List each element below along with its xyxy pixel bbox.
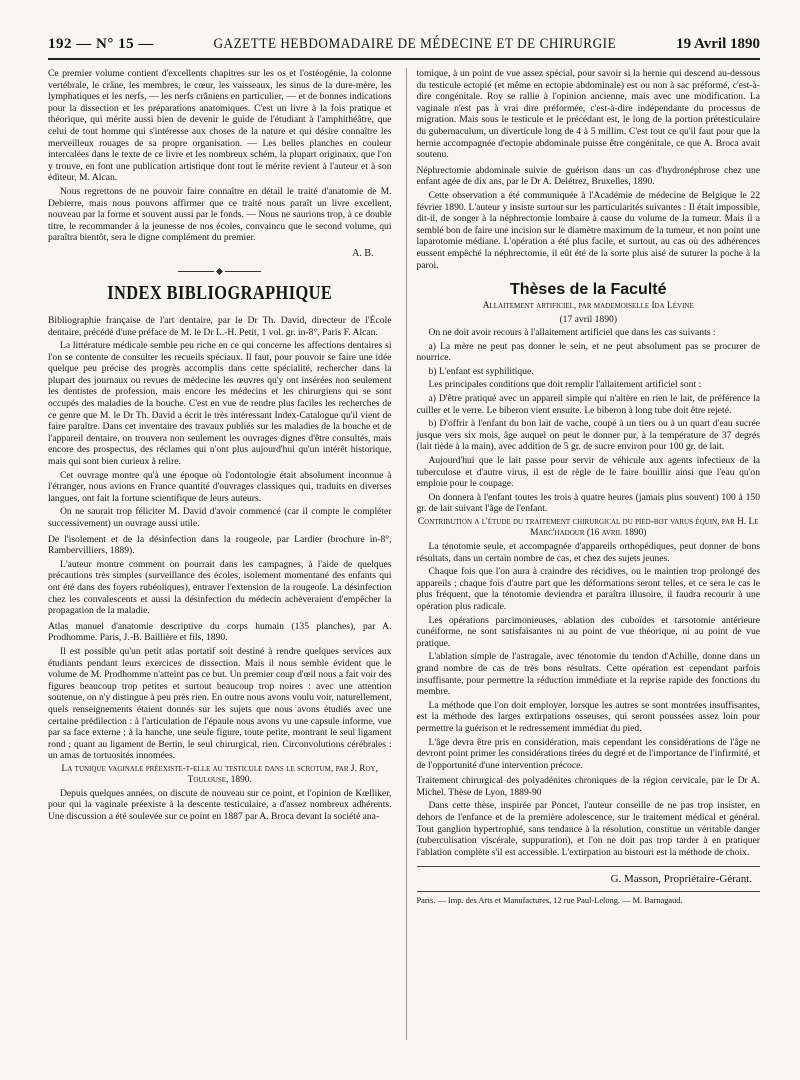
entry-heading: Atlas manuel d'anatomie descriptive du corps humain (135 planches), par A. Prodhomme. Paris, J.-B. Baillière et fils, 1890.: [48, 620, 392, 644]
these-paragraph: On donnera à l'enfant toutes les trois à quatre heures (jamais plus souvent) 100 à 150 gr. de lait suivant l'âge de l'enfant.: [416, 491, 760, 515]
ornament-divider: [48, 269, 392, 274]
imprint-line: Paris. — Imp. des Arts et Manufactures, 12 rue Paul-Lelong. — M. Barnagaud.: [417, 891, 761, 906]
entry-paragraph: Depuis quelques années, on discute de nouveau sur ce point, et l'opinion de Kœlliker, pour qui la vaginale préexiste à la descente testiculaire, a d'assez nombreux adhérents. Une discussion a été soulevée sur ce point en 1887 par A. Broca devant la société ana-: [48, 787, 392, 823]
these-paragraph: Dans cette thèse, inspirée par Poncet, l'auteur conseille de ne pas trop insister, en dehors de l'enfance et de la première adolescence, sur le traitement médical et général. Tout ganglion hypertrophié, sans tendance à la résolution, constitue un véritable danger (tuberculisation viscérale, suppuration), et l'on ne doit pas trop tarder à en pratiquer l'ablation complète s'il est accessible. L'extirpation au bistouri est la méthode de choix.: [416, 800, 760, 858]
these-paragraph: Les principales conditions que doit remplir l'allaitement artificiel sont :: [428, 379, 702, 391]
footer-rule: [417, 866, 761, 867]
these-paragraph: Aujourd'hui que le lait passe pour servir de véhicule aux agents infectieux de la tuberculose et d'autre virus, il est de règle de le faire bouillir ainsi que l'eau qu'on emploie pour le coupage.: [416, 455, 760, 490]
these-title: Contribution a l'étude du traitement chirurgical du pied-bot varus équin, par H. Le Marc'hadour (16 avril 1890): [417, 517, 759, 538]
page-header: [48, 30, 760, 60]
these-paragraph: Chaque fois que l'on aura à craindre des récidives, ou le maintien trop prolongé des appareils ; chaque fois d'autre part que les déformations seront telles, et ce sera le cas le plus fréquent, que la ténotomie deviendra et paraîtra illusoire, il faudra recourir à une opération plus radicale.: [416, 566, 760, 612]
entry-heading: Traitement chirurgical des polyadénites chroniques de la région cervicale, par le Dr A. Michel. Thèse de Lyon, 1889-90: [416, 775, 760, 798]
index-title: INDEX BIBLIOGRAPHIQUE: [107, 281, 333, 304]
entry-paragraph: Cette observation a été communiquée à l'Académie de médecine de Belgique le 22 février 1890. L'auteur y insiste surtout sur les particularités suivantes : Il était impossible, dit-il, de songer à la néphrectomie lombaire à cause du volume de la tumeur. Mais il a semblé bon de faire une incision sur le diamètre maximum de la tumeur, et non point une laparotomie médiane. L'opération a été plus facile, et surtout, au cas où des adhérences eussent empêché la néphrectomie, il eût été de la sorte plus aisé de suturer la poche à la paroi.: [416, 189, 760, 271]
text-columns: [48, 68, 760, 1040]
page-number: 192 — N° 15 —: [48, 35, 154, 52]
entry-paragraph: Cet ouvrage montre qu'à une époque où l'odontologie était absolument inconnue à l'étranger, nous avions en France quantité d'ouvrages classiques qui, traduits en diverses langues, ont fait la fortune scientifique de leurs auteurs.: [48, 469, 392, 504]
right-column: [406, 68, 761, 1040]
intro-paragraph: Ce premier volume contient d'excellents chapitres sur les os et l'ostéogénie, la colonne vertébrale, le crâne, les membres, le cœur, les vaisseaux, les sinus de la dure-mère, les lymphatiques et les nerfs, — les nerfs crâniens en particulier, — et de bonnes indications pour la dissection et les préparations anatomiques. C'est un livre à la fois pratique et théorique, qui mérite aussi bien de devenir le guide de l'étudiant à l'amphithéâtre, que celui de tout homme qui s'intéresse aux choses de la nature et qui désire connaître les merveilleux rouages de sa propre organisation. — Les belles planches en couleur intercalées dans le texte de ce livre et les nombreux schém, la plupart originaux, que l'on y trouve, en font une publication artistique dont tout le mérite revient à l'auteur et à son éditeur, M. Alcan.: [48, 68, 392, 184]
continuation-paragraph: tomique, à un point de vue assez spécial, pour savoir si la hernie qui descend au-dessous du testicule ectopié (et même en ectopie abdominale) est ou non à sac préformé, c'est-à-dire congénitale. Roy se rallie à l'opinion ancienne, mais avec une modification. La vaginale n'est pas à vrai dire préformée, c'est-à-dire indépendante du processus de migration. Mais sous le testicule et le précédant est, le long de la portion prétesticulaire du gubernaculum, un diverticule long de 4 à 5 millim. C'est tout ce qu'il faut pour que la hernie accompagnée d'ectopie abdominale puisse être congénitale, ce que A. Broca avait soutenu.: [416, 68, 760, 161]
entry-heading: Bibliographie française de l'art dentaire, par le Dr Th. David, directeur de l'École dentaire, précédé d'une préface de M. le Dr L.-H. Petit, 1 vol. gr. in-8°, Paris F. Alcan.: [48, 314, 392, 338]
journal-title: GAZETTE HEBDOMADAIRE DE MÉDECINE ET DE CHIRURGIE: [213, 35, 617, 52]
these-paragraph: a) D'être pratiqué avec un appareil simple qui n'altère en rien le lait, de préférence la cuiller et le verre. Le biberon vient ensuite. Le biberon à long tube doit être rejeté.: [416, 393, 760, 416]
entry-heading: La tunique vaginale préexiste-t-elle au testicule dans le scrotum, par J. Roy, Toulouse, 1890.: [61, 763, 378, 785]
entry-paragraph: On ne saurait trop féliciter M. David d'avoir commencé (car il compte le compléter successivement) un ouvrage aussi utile.: [48, 506, 392, 529]
entry-paragraph: L'auteur montre comment on pourrait dans les campagnes, à l'aide de quelques précautions très simples (surveillance des écoles, isolement momentané des enfants qui ont été dans des foyers rubéoliques), entraver l'extension de la rougeole. La désinfection chez les convalescents et aussi la désinfection du médecin achèveraient d'empêcher la propagation de la maladie.: [48, 558, 392, 617]
issue-date: 19 Avril 1890: [676, 35, 760, 52]
publisher-line: G. Masson, Propriétaire-Gérant.: [610, 873, 752, 886]
these-paragraph: L'ablation simple de l'astragale, avec ténotomie du tendon d'Achille, donne dans un grand nombre de cas de très bons résultats. Cette opération est cependant parfois insuffisante, pour permettre la réduction immédiate et la reprise rapide des fonctions du membre.: [416, 651, 760, 698]
these-title: Allaitement artificiel, par mademoiselle Ida Lévine: [482, 301, 694, 312]
these-paragraph: La ténotomie seule, et accompagnée d'appareils orthopédiques, peut donner de bons résultats, dans un certain nombre de cas, et chez des sujets jeunes.: [416, 541, 760, 564]
these-paragraph: L'âge devra être pris en considération, mais cependant les considérations de l'âge ne devront point primer les considérations tirées du degré et de l'importance de l'infirmité, et de l'opportunité d'une intervention précoce.: [416, 736, 760, 771]
these-paragraph: La méthode que l'on doit employer, lorsque les autres se sont montrées insuffisantes, est la méthode des larges extirpations osseuses, qui seront poussées assez loin pour permettre la guérison et le redressement immédiat du pied.: [416, 699, 760, 734]
these-paragraph: On ne doit avoir recours à l'allaitement artificiel que dans les cas suivants :: [428, 327, 716, 339]
intro-signature: A. B.: [352, 247, 374, 259]
these-paragraph: b) L'enfant est syphilitique.: [428, 365, 534, 377]
entry-paragraph: Il est possible qu'un petit atlas portatif soit destiné à rendre quelques services aux étudiants pendant leurs exercices de dissection. Mais il nous semble évident que le volume de M. Prodhomme n'atteint pas ce but. Un premier coup d'œil nous a fait voir des figures beaucoup trop petites et surtout beaucoup trop noires : avec une attention soutenue, on n'y distingue à peu près rien. En outre nous avons voulu voir, naturellement, quels renseignements étaient donnés sur les sujets que nous avons étudiés avec une certaine prédilection : à l'articulation de l'épaule nous avons vu une capsule informe, vue par sa face externe ; à la hanche, une seule figure, toute petite, montrant le seul ligament rond ; quant au ligament de Bertin, le seul chirurgical, rien. Circonvolutions cérébrales : un amas de tortuosités innomées.: [48, 645, 392, 762]
these-paragraph: Les opérations parcimonieuses, ablation des cuboïdes et tarsotomie antérieure cunéiforme, ne sont satisfaisantes ni au point de vue théorique, ni au point de vue pratique.: [416, 614, 760, 649]
entry-paragraph: La littérature médicale semble peu riche en ce qui concerne les affections dentaires si l'on se contente de consulter les recueils spéciaux. Il faut, pour pouvoir se faire une idée quelque peu précise des progrès accomplis dans cette spécialité, rechercher dans la plupart des journaux ou revues de médecine les œuvres qu'y ont insérées non seulement les dentistes de profession, mais encore les médecins et les chirurgiens qui se sont occupés des maladies de la bouche. C'est en vue de rendre plus faciles les recherches de ce genre que M. le Dr Th. David a écrit le très intéressant Index-Catalogue qu'il vient de faire paraître. Dans cet inventaire des travaux publiés sur les maladies de la bouche et de l'appareil dentaire, on trouvera non seulement les ouvrages dignes d'être consultés, mais encore des prospectus, des réclames qui n'ont plus aujourd'hui qu'un intérêt historique, mais qui sont bien curieux à relire.: [48, 340, 392, 468]
intro-paragraph: Nous regrettons de ne pouvoir faire connaître en détail le traité d'anatomie de M. Debierre, mais nous pouvons affirmer que ce traité nous paraît un livre excellent, nouveau par la forme et souvent aussi par le fonds. — Nous ne saurions trop, à ce double titre, le recommander à la jeunesse de nos écoles, convaincu que le second volume, qui paraîtra bientôt, sera le digne complément du premier.: [48, 185, 392, 244]
these-paragraph: a) La mère ne peut pas donner le sein, et ne peut absolument pas se procurer de nourrice.: [416, 340, 760, 364]
left-column: [48, 68, 392, 1040]
these-paragraph: b) D'offrir à l'enfant du bon lait de vache, coupé à un tiers ou à un quart d'eau sucrée jusque vers six mois, âge auquel on peut le donner pur, à la température de 37 degrés (lait tiède à la main), avec addition de 5 gr. de sucre environ pour 100 gr. de lait.: [416, 418, 760, 453]
entry-heading: Néphrectomie abdominale suivie de guérison dans un cas d'hydronéphrose chez une enfant agée de dix ans, par le Dr A. Delétrez, Bruxelles, 1890.: [416, 164, 760, 188]
these-date: (17 avril 1890): [559, 314, 618, 326]
entry-heading: De l'isolement et de la désinfection dans la rougeole, par Lardier (brochure in-8°, Rambervilliers, 1889).: [48, 533, 392, 557]
theses-title: Thèses de la Faculté: [509, 281, 667, 299]
